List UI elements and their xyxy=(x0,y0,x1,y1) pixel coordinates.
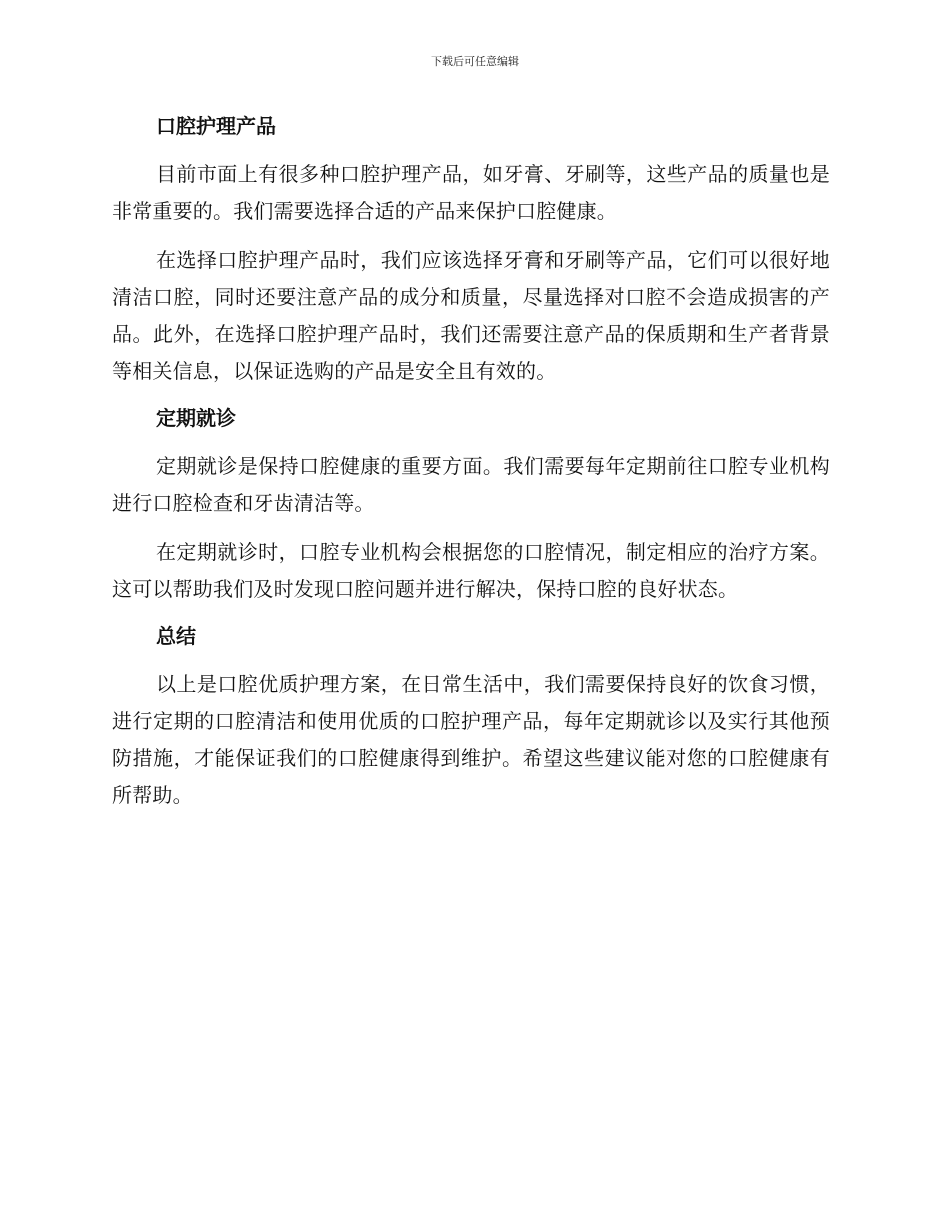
section-title: 总结 xyxy=(156,624,196,648)
document-body xyxy=(112,110,830,826)
paragraph: 以上是口腔优质护理方案，在日常生活中，我们需要保持良好的饮食习惯，进行定期的口腔清洁和使用优质的口腔护理产品，每年定期就诊以及实行其他预防措施，才能保证我们的口腔健康得到维护。希望这些建议能对您的口腔健康有所帮助。 xyxy=(112,672,830,807)
paragraph: 在定期就诊时，口腔专业机构会根据您的口腔情况，制定相应的治疗方案。这可以帮助我们及时发现口腔问题并进行解决，保持口腔的良好状态。 xyxy=(112,540,830,601)
section-summary xyxy=(112,620,830,814)
paragraph: 目前市面上有很多种口腔护理产品，如牙膏、牙刷等，这些产品的质量也是非常重要的。我们需要选择合适的产品来保护口腔健康。 xyxy=(112,162,830,223)
paragraph: 定期就诊是保持口腔健康的重要方面。我们需要每年定期前往口腔专业机构进行口腔检查和牙齿清洁等。 xyxy=(112,454,830,515)
section-title: 口腔护理产品 xyxy=(156,114,276,138)
section-oral-care-products xyxy=(112,110,830,390)
section-title: 定期就诊 xyxy=(156,406,236,430)
section-regular-visits xyxy=(112,402,830,608)
page-header-note: 下载后可任意编辑 xyxy=(431,55,519,68)
paragraph: 在选择口腔护理产品时，我们应该选择牙膏和牙刷等产品，它们可以很好地清洁口腔，同时还要注意产品的成分和质量，尽量选择对口腔不会造成损害的产品。此外，在选择口腔护理产品时，我们还需要注意产品的保质期和生产者背景等相关信息，以保证选购的产品是安全且有效的。 xyxy=(112,248,830,383)
